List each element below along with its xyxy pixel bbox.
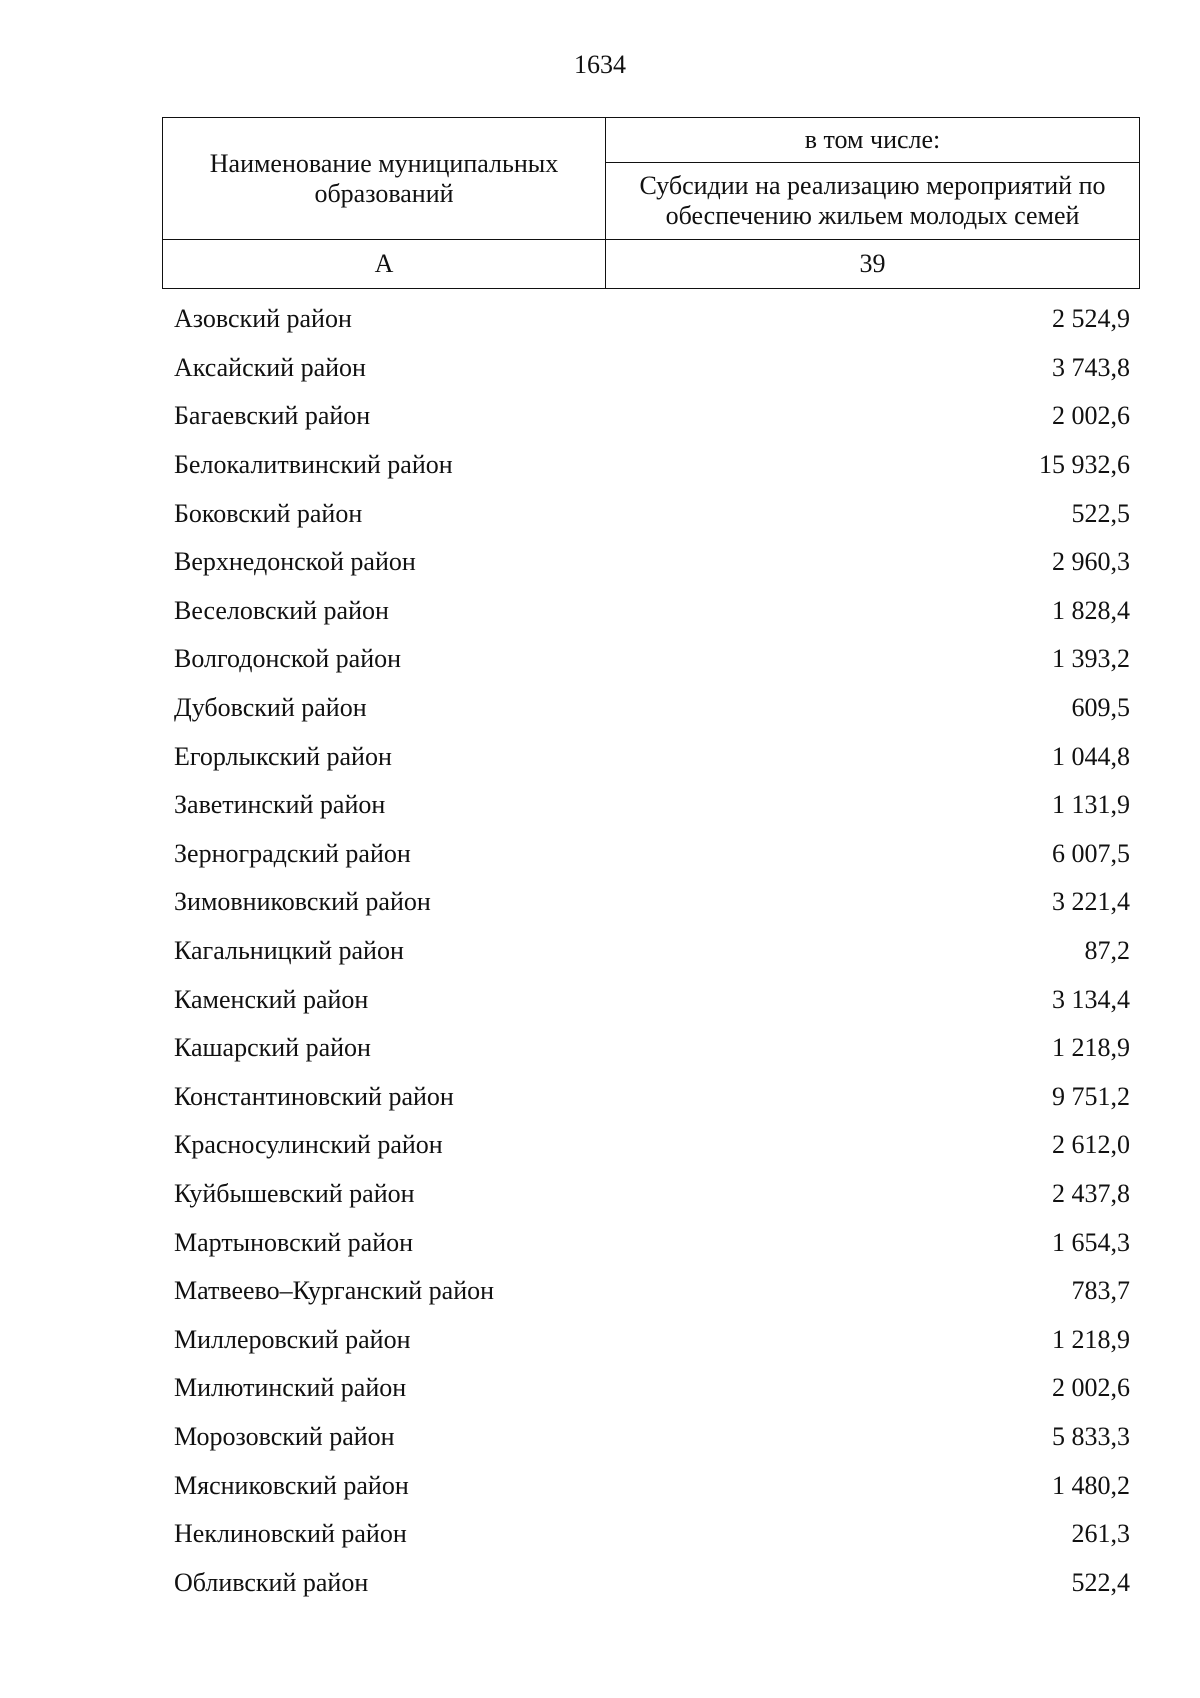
column-a-title: Наименование муниципальных образований <box>163 118 606 240</box>
table-row <box>174 975 1130 1024</box>
subsidy-value: 1 480,2 <box>1052 1470 1130 1500</box>
subsidy-value: 2 960,3 <box>1052 547 1130 577</box>
table-row <box>174 1121 1130 1170</box>
district-name: Константиновский район <box>174 1081 454 1111</box>
column-a-index: А <box>163 240 606 289</box>
table-row <box>174 927 1130 976</box>
page-number: 1634 <box>574 50 626 79</box>
district-name: Каменский район <box>174 984 369 1014</box>
column-b-title: Субсидии на реализацию мероприятий по обеспечению жильем молодых семей <box>606 163 1140 240</box>
table-row <box>174 684 1130 733</box>
subsidy-value: 1 044,8 <box>1052 741 1130 771</box>
table-row <box>174 1364 1130 1413</box>
table-row <box>174 538 1130 587</box>
district-name: Егорлыкский район <box>174 741 392 771</box>
table-row <box>174 1170 1130 1219</box>
subsidy-value: 2 612,0 <box>1052 1130 1130 1160</box>
table-row <box>174 1073 1130 1122</box>
subsidy-value: 1 654,3 <box>1052 1227 1130 1257</box>
subsidy-value: 3 743,8 <box>1052 352 1130 382</box>
district-name: Кагальницкий район <box>174 936 404 966</box>
district-name: Волгодонской район <box>174 644 402 674</box>
subsidy-value: 2 002,6 <box>1052 401 1130 431</box>
table-row <box>174 1024 1130 1073</box>
table-row <box>174 1413 1130 1462</box>
table-row <box>174 392 1130 441</box>
district-name: Обливский район <box>174 1567 369 1597</box>
subsidy-value: 609,5 <box>1071 693 1130 723</box>
table-row <box>174 295 1130 344</box>
subsidy-value: 522,4 <box>1071 1567 1130 1597</box>
column-b-group-title: в том числе: <box>606 118 1140 163</box>
district-name: Красносулинский район <box>174 1130 443 1160</box>
district-name: Веселовский район <box>174 595 389 625</box>
district-name: Зерноградский район <box>174 838 411 868</box>
district-name: Зимовниковский район <box>174 887 431 917</box>
subsidy-value: 9 751,2 <box>1052 1081 1130 1111</box>
subsidy-value: 2 524,9 <box>1052 304 1130 334</box>
subsidy-value: 1 131,9 <box>1052 790 1130 820</box>
subsidy-value: 1 393,2 <box>1052 644 1130 674</box>
district-name: Боковский район <box>174 498 363 528</box>
table-row <box>174 441 1130 490</box>
table-row <box>174 1510 1130 1559</box>
table-row <box>174 587 1130 636</box>
subsidy-value: 15 932,6 <box>1039 450 1130 480</box>
table-row <box>174 878 1130 927</box>
subsidy-value: 522,5 <box>1071 498 1130 528</box>
subsidy-value: 3 134,4 <box>1052 984 1130 1014</box>
subsidy-value: 1 218,9 <box>1052 1324 1130 1354</box>
table-row <box>174 1267 1130 1316</box>
table-body <box>174 295 1130 1607</box>
district-name: Верхнедонской район <box>174 547 416 577</box>
column-b-index: 39 <box>606 240 1140 289</box>
district-name: Кашарский район <box>174 1033 371 1063</box>
district-name: Белокалитвинский район <box>174 450 453 480</box>
table-row <box>174 1218 1130 1267</box>
table-row <box>174 635 1130 684</box>
table-row <box>174 1461 1130 1510</box>
subsidy-value: 261,3 <box>1071 1519 1130 1549</box>
table-header <box>162 117 1140 289</box>
district-name: Дубовский район <box>174 693 367 723</box>
table-row <box>174 781 1130 830</box>
subsidy-value: 3 221,4 <box>1052 887 1130 917</box>
subsidy-value: 2 437,8 <box>1052 1178 1130 1208</box>
subsidy-value: 2 002,6 <box>1052 1373 1130 1403</box>
subsidy-value: 1 828,4 <box>1052 595 1130 625</box>
table-row <box>174 1558 1130 1607</box>
subsidy-value: 1 218,9 <box>1052 1033 1130 1063</box>
subsidy-value: 87,2 <box>1084 936 1130 966</box>
district-name: Морозовский район <box>174 1421 395 1451</box>
district-name: Куйбышевский район <box>174 1178 415 1208</box>
subsidy-value: 783,7 <box>1071 1276 1130 1306</box>
table-row <box>174 344 1130 393</box>
district-name: Милютинский район <box>174 1373 407 1403</box>
district-name: Аксайский район <box>174 352 366 382</box>
district-name: Багаевский район <box>174 401 371 431</box>
district-name: Матвеево–Курганский район <box>174 1276 495 1306</box>
district-name: Неклиновский район <box>174 1519 407 1549</box>
district-name: Миллеровский район <box>174 1324 411 1354</box>
table-row <box>174 489 1130 538</box>
table-row <box>174 1315 1130 1364</box>
district-name: Мартыновский район <box>174 1227 414 1257</box>
subsidy-value: 6 007,5 <box>1052 838 1130 868</box>
subsidy-value: 5 833,3 <box>1052 1421 1130 1451</box>
table-row <box>174 732 1130 781</box>
table-row <box>174 830 1130 879</box>
district-name: Азовский район <box>174 304 352 334</box>
district-name: Мясниковский район <box>174 1470 409 1500</box>
district-name: Заветинский район <box>174 790 386 820</box>
